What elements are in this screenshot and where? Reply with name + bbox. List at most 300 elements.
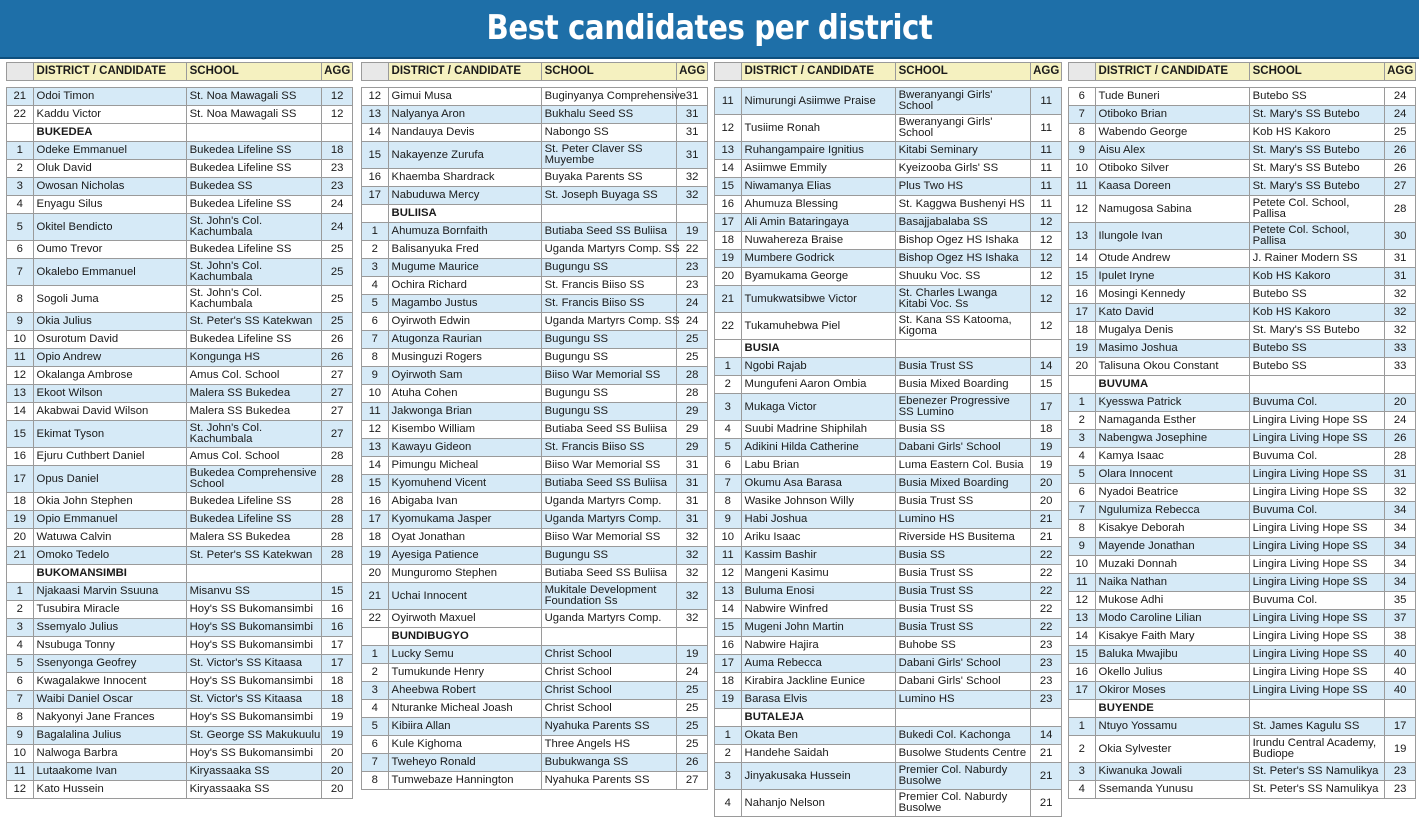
district-blank-cell bbox=[715, 709, 742, 727]
candidate-agg: 31 bbox=[1385, 268, 1416, 286]
candidate-name: Ilungole Ivan bbox=[1095, 223, 1249, 250]
candidate-agg: 11 bbox=[1031, 160, 1062, 178]
candidate-agg: 22 bbox=[1031, 601, 1062, 619]
candidate-row bbox=[362, 565, 708, 583]
candidate-name: Ssenyonga Geofrey bbox=[33, 655, 186, 673]
candidate-agg: 22 bbox=[677, 241, 708, 259]
candidate-school: St. John's Col. Kachumbala bbox=[186, 214, 322, 241]
candidate-name: Ali Amin Bataringaya bbox=[741, 214, 895, 232]
candidate-row bbox=[715, 286, 1062, 313]
candidate-rank: 19 bbox=[715, 691, 742, 709]
candidate-rank: 8 bbox=[7, 709, 34, 727]
candidate-row bbox=[362, 241, 708, 259]
candidate-school: St. John's Col. Kachumbala bbox=[186, 286, 322, 313]
candidate-rank: 4 bbox=[362, 277, 389, 295]
candidate-agg: 24 bbox=[677, 313, 708, 331]
candidate-row bbox=[362, 142, 708, 169]
candidate-school: Bugungu SS bbox=[541, 331, 677, 349]
candidate-agg: 17 bbox=[1385, 718, 1416, 736]
candidate-row bbox=[1069, 646, 1416, 664]
candidate-row bbox=[7, 466, 353, 493]
candidate-agg: 24 bbox=[677, 664, 708, 682]
candidate-rank: 11 bbox=[7, 763, 34, 781]
candidate-rank: 16 bbox=[362, 169, 389, 187]
header-gap-row bbox=[7, 81, 353, 88]
candidate-name: Baluka Mwajibu bbox=[1095, 646, 1249, 664]
candidate-name: Okalebo Emmanuel bbox=[33, 259, 186, 286]
candidate-school: Hoy's SS Bukomansimbi bbox=[186, 673, 322, 691]
candidate-row bbox=[1069, 304, 1416, 322]
candidate-rank: 21 bbox=[362, 583, 389, 610]
candidate-row bbox=[362, 259, 708, 277]
candidate-rank: 20 bbox=[1069, 358, 1096, 376]
candidate-school: Lingira Living Hope SS bbox=[1249, 520, 1385, 538]
candidate-name: Tusubira Miracle bbox=[33, 601, 186, 619]
candidate-row bbox=[1069, 358, 1416, 376]
header-rank-cell bbox=[715, 63, 742, 81]
candidate-row bbox=[7, 691, 353, 709]
candidate-school: Nyahuka Parents SS bbox=[541, 718, 677, 736]
candidate-row bbox=[1069, 268, 1416, 286]
candidate-name: Nturanke Micheal Joash bbox=[388, 700, 541, 718]
candidate-school: Premier Col. Naburdy Busolwe bbox=[895, 763, 1031, 790]
candidate-school: St. John's Col. Kachumbala bbox=[186, 421, 322, 448]
candidate-school: Malera SS Bukedea bbox=[186, 529, 322, 547]
district-blank-cell bbox=[1031, 709, 1062, 727]
results-column-4 bbox=[1068, 62, 1416, 802]
district-name: BUYENDE bbox=[1095, 700, 1249, 718]
candidate-row bbox=[715, 142, 1062, 160]
candidate-name: Uchai Innocent bbox=[388, 583, 541, 610]
candidate-rank: 7 bbox=[362, 331, 389, 349]
district-blank-cell bbox=[186, 124, 322, 142]
district-blank-cell bbox=[322, 565, 353, 583]
district-row bbox=[7, 124, 353, 142]
candidate-agg: 12 bbox=[1031, 313, 1062, 340]
candidate-row bbox=[7, 385, 353, 403]
candidate-name: Adikini Hilda Catherine bbox=[741, 439, 895, 457]
header-rank-cell bbox=[362, 63, 389, 81]
candidate-agg: 12 bbox=[322, 88, 353, 106]
candidate-row bbox=[362, 349, 708, 367]
candidate-row bbox=[7, 367, 353, 385]
candidate-name: Enyagu Silus bbox=[33, 196, 186, 214]
candidate-name: Kaddu Victor bbox=[33, 106, 186, 124]
candidate-rank: 13 bbox=[7, 385, 34, 403]
candidate-row bbox=[362, 277, 708, 295]
candidate-row bbox=[1069, 502, 1416, 520]
candidate-name: Oyirwoth Sam bbox=[388, 367, 541, 385]
candidate-school: Busia Mixed Boarding bbox=[895, 475, 1031, 493]
candidate-row bbox=[715, 619, 1062, 637]
candidate-school: Lingira Living Hope SS bbox=[1249, 430, 1385, 448]
candidate-row bbox=[7, 448, 353, 466]
candidate-school: St. Noa Mawagali SS bbox=[186, 106, 322, 124]
candidate-row bbox=[715, 214, 1062, 232]
district-blank-cell bbox=[1249, 700, 1385, 718]
table-header-row bbox=[362, 63, 708, 81]
candidate-name: Kaasa Doreen bbox=[1095, 178, 1249, 196]
candidate-school: St. James Kagulu SS bbox=[1249, 718, 1385, 736]
candidate-agg: 31 bbox=[677, 124, 708, 142]
candidate-name: Nakyonyi Jane Frances bbox=[33, 709, 186, 727]
candidate-name: Mungufeni Aaron Ombia bbox=[741, 376, 895, 394]
candidate-agg: 26 bbox=[1385, 142, 1416, 160]
candidate-school: Misanvu SS bbox=[186, 583, 322, 601]
candidate-agg: 11 bbox=[1031, 115, 1062, 142]
candidate-agg: 33 bbox=[1385, 340, 1416, 358]
candidate-name: Kyesswa Patrick bbox=[1095, 394, 1249, 412]
results-table bbox=[6, 62, 353, 799]
candidate-rank: 20 bbox=[7, 529, 34, 547]
candidate-name: Ahumuza Blessing bbox=[741, 196, 895, 214]
candidate-agg: 11 bbox=[1031, 196, 1062, 214]
table-header-row bbox=[715, 63, 1062, 81]
candidate-agg: 25 bbox=[677, 736, 708, 754]
candidate-name: Habi Joshua bbox=[741, 511, 895, 529]
candidate-agg: 40 bbox=[1385, 682, 1416, 700]
candidate-rank: 3 bbox=[362, 682, 389, 700]
candidate-row bbox=[7, 331, 353, 349]
candidate-school: Bugungu SS bbox=[541, 403, 677, 421]
candidate-name: Abigaba Ivan bbox=[388, 493, 541, 511]
candidate-name: Wasike Johnson Willy bbox=[741, 493, 895, 511]
candidate-school: Ebenezer Progressive SS Lumino bbox=[895, 394, 1031, 421]
candidate-school: St. George SS Makukuulu bbox=[186, 727, 322, 745]
candidate-rank: 1 bbox=[7, 583, 34, 601]
candidate-rank: 16 bbox=[7, 448, 34, 466]
candidate-agg: 28 bbox=[322, 448, 353, 466]
candidate-rank: 22 bbox=[715, 313, 742, 340]
candidate-rank: 1 bbox=[7, 142, 34, 160]
candidate-row bbox=[362, 718, 708, 736]
district-blank-cell bbox=[362, 628, 389, 646]
candidate-agg: 28 bbox=[322, 529, 353, 547]
candidate-school: Bweranyangi Girls' School bbox=[895, 115, 1031, 142]
candidate-agg: 21 bbox=[1031, 529, 1062, 547]
candidate-rank: 2 bbox=[715, 745, 742, 763]
candidate-school: Busia Trust SS bbox=[895, 358, 1031, 376]
candidate-rank: 5 bbox=[7, 214, 34, 241]
candidate-rank: 21 bbox=[7, 88, 34, 106]
candidate-school: St. Peter Claver SS Muyembe bbox=[541, 142, 677, 169]
candidate-rank: 12 bbox=[7, 781, 34, 799]
header-rank-cell bbox=[1069, 63, 1096, 81]
district-name: BUVUMA bbox=[1095, 376, 1249, 394]
candidate-name: Nyadoi Beatrice bbox=[1095, 484, 1249, 502]
candidate-name: Nakayenze Zurufa bbox=[388, 142, 541, 169]
header-gap-cell bbox=[362, 81, 708, 88]
district-blank-cell bbox=[1385, 700, 1416, 718]
candidate-rank: 5 bbox=[715, 439, 742, 457]
candidate-agg: 28 bbox=[322, 547, 353, 565]
district-blank-cell bbox=[895, 709, 1031, 727]
candidate-name: Ahumuza Bornfaith bbox=[388, 223, 541, 241]
candidate-row bbox=[362, 511, 708, 529]
candidate-row bbox=[362, 547, 708, 565]
candidate-agg: 22 bbox=[1031, 565, 1062, 583]
candidate-agg: 34 bbox=[1385, 520, 1416, 538]
candidate-agg: 25 bbox=[677, 349, 708, 367]
candidate-row bbox=[362, 475, 708, 493]
candidate-name: Nandauya Devis bbox=[388, 124, 541, 142]
candidate-name: Nahanjo Nelson bbox=[741, 790, 895, 817]
candidate-row bbox=[1069, 484, 1416, 502]
candidate-rank: 9 bbox=[715, 511, 742, 529]
candidate-rank: 16 bbox=[362, 493, 389, 511]
candidate-name: Ntuyo Yossamu bbox=[1095, 718, 1249, 736]
candidate-school: Christ School bbox=[541, 664, 677, 682]
district-row bbox=[362, 205, 708, 223]
candidate-school: St. Mary's SS Butebo bbox=[1249, 178, 1385, 196]
header-district-candidate: DISTRICT / CANDIDATE bbox=[1095, 63, 1249, 81]
candidate-school: Bukedea Lifeline SS bbox=[186, 241, 322, 259]
candidate-rank: 18 bbox=[7, 493, 34, 511]
candidate-name: Kawayu Gideon bbox=[388, 439, 541, 457]
candidate-rank: 6 bbox=[1069, 484, 1096, 502]
candidate-name: Handehe Saidah bbox=[741, 745, 895, 763]
header-district-candidate: DISTRICT / CANDIDATE bbox=[33, 63, 186, 81]
candidate-school: Butebo SS bbox=[1249, 286, 1385, 304]
candidate-rank: 15 bbox=[7, 421, 34, 448]
candidate-agg: 16 bbox=[322, 619, 353, 637]
candidate-agg: 20 bbox=[1031, 493, 1062, 511]
candidate-school: St. Mary's SS Butebo bbox=[1249, 160, 1385, 178]
candidate-agg: 11 bbox=[1031, 142, 1062, 160]
candidate-name: Tukamuhebwa Piel bbox=[741, 313, 895, 340]
candidate-row bbox=[7, 583, 353, 601]
candidate-agg: 32 bbox=[677, 547, 708, 565]
candidate-agg: 18 bbox=[322, 673, 353, 691]
candidate-row bbox=[362, 313, 708, 331]
candidate-agg: 24 bbox=[677, 295, 708, 313]
candidate-name: Oyirwoth Edwin bbox=[388, 313, 541, 331]
candidate-name: Namaganda Esther bbox=[1095, 412, 1249, 430]
candidate-row bbox=[362, 223, 708, 241]
candidate-name: Byamukama George bbox=[741, 268, 895, 286]
candidate-rank: 20 bbox=[715, 268, 742, 286]
candidate-rank: 12 bbox=[362, 88, 389, 106]
candidate-rank: 13 bbox=[715, 142, 742, 160]
candidate-school: Luma Eastern Col. Busia bbox=[895, 457, 1031, 475]
candidate-agg: 32 bbox=[677, 610, 708, 628]
candidate-agg: 25 bbox=[677, 700, 708, 718]
candidate-agg: 17 bbox=[1031, 394, 1062, 421]
candidate-school: Bweranyangi Girls' School bbox=[895, 88, 1031, 115]
page-title: Best candidates per district bbox=[486, 8, 933, 48]
candidate-rank: 2 bbox=[362, 241, 389, 259]
candidate-name: Nabwire Hajira bbox=[741, 637, 895, 655]
candidate-row bbox=[1069, 160, 1416, 178]
candidate-rank: 12 bbox=[7, 367, 34, 385]
candidate-school: St. Mary's SS Butebo bbox=[1249, 142, 1385, 160]
candidate-name: Ekimat Tyson bbox=[33, 421, 186, 448]
candidate-agg: 27 bbox=[322, 403, 353, 421]
district-row bbox=[1069, 376, 1416, 394]
district-blank-cell bbox=[186, 565, 322, 583]
candidate-school: Hoy's SS Bukomansimbi bbox=[186, 619, 322, 637]
candidate-name: Auma Rebecca bbox=[741, 655, 895, 673]
candidate-agg: 12 bbox=[1031, 214, 1062, 232]
candidate-agg: 30 bbox=[1385, 223, 1416, 250]
candidate-agg: 37 bbox=[1385, 610, 1416, 628]
candidate-agg: 16 bbox=[322, 601, 353, 619]
candidate-row bbox=[362, 754, 708, 772]
candidate-agg: 23 bbox=[677, 259, 708, 277]
candidate-row bbox=[715, 178, 1062, 196]
candidate-row bbox=[1069, 538, 1416, 556]
candidate-rank: 11 bbox=[7, 349, 34, 367]
candidate-name: Okumu Asa Barasa bbox=[741, 475, 895, 493]
candidate-rank: 22 bbox=[362, 610, 389, 628]
candidate-name: Jinyakusaka Hussein bbox=[741, 763, 895, 790]
candidate-row bbox=[7, 286, 353, 313]
header-school: SCHOOL bbox=[541, 63, 677, 81]
candidate-name: Lucky Semu bbox=[388, 646, 541, 664]
candidate-agg: 31 bbox=[677, 457, 708, 475]
results-column-2 bbox=[361, 62, 708, 802]
candidate-row bbox=[715, 745, 1062, 763]
candidate-school: Butebo SS bbox=[1249, 88, 1385, 106]
candidate-name: Mumbere Godrick bbox=[741, 250, 895, 268]
candidate-school: Christ School bbox=[541, 682, 677, 700]
candidate-school: Lingira Living Hope SS bbox=[1249, 538, 1385, 556]
candidate-agg: 19 bbox=[322, 727, 353, 745]
candidate-row bbox=[1069, 178, 1416, 196]
candidate-school: Lingira Living Hope SS bbox=[1249, 610, 1385, 628]
candidate-agg: 25 bbox=[322, 259, 353, 286]
candidate-school: Bukedea Comprehensive School bbox=[186, 466, 322, 493]
candidate-agg: 25 bbox=[322, 286, 353, 313]
candidate-row bbox=[362, 88, 708, 106]
candidate-row bbox=[362, 529, 708, 547]
candidate-row bbox=[362, 439, 708, 457]
candidate-agg: 25 bbox=[677, 682, 708, 700]
candidate-rank: 4 bbox=[715, 790, 742, 817]
candidate-agg: 28 bbox=[322, 493, 353, 511]
candidate-row bbox=[1069, 682, 1416, 700]
candidate-rank: 2 bbox=[7, 601, 34, 619]
candidate-school: Nyahuka Parents SS bbox=[541, 772, 677, 790]
candidate-name: Kassim Bashir bbox=[741, 547, 895, 565]
candidate-agg: 23 bbox=[322, 178, 353, 196]
candidate-name: Mugeni John Martin bbox=[741, 619, 895, 637]
candidate-agg: 35 bbox=[1385, 592, 1416, 610]
candidate-rank: 16 bbox=[715, 196, 742, 214]
candidate-name: Kisakye Faith Mary bbox=[1095, 628, 1249, 646]
candidate-school: St. Joseph Buyaga SS bbox=[541, 187, 677, 205]
candidate-school: Biiso War Memorial SS bbox=[541, 529, 677, 547]
candidate-rank: 1 bbox=[1069, 394, 1096, 412]
candidate-rank: 13 bbox=[362, 439, 389, 457]
candidate-rank: 21 bbox=[7, 547, 34, 565]
header-rank-cell bbox=[7, 63, 34, 81]
candidate-row bbox=[7, 241, 353, 259]
candidate-row bbox=[362, 457, 708, 475]
candidate-school: Petete Col. School, Pallisa bbox=[1249, 196, 1385, 223]
candidate-agg: 12 bbox=[1031, 286, 1062, 313]
candidate-school: St. Francis Biiso SS bbox=[541, 439, 677, 457]
candidate-row bbox=[362, 106, 708, 124]
candidate-row bbox=[1069, 520, 1416, 538]
candidate-row bbox=[362, 124, 708, 142]
candidate-row bbox=[7, 673, 353, 691]
candidate-agg: 28 bbox=[322, 511, 353, 529]
candidate-agg: 27 bbox=[1385, 178, 1416, 196]
candidate-row bbox=[715, 673, 1062, 691]
candidate-school: Kongunga HS bbox=[186, 349, 322, 367]
results-column-3 bbox=[714, 62, 1062, 814]
candidate-row bbox=[1069, 466, 1416, 484]
candidate-rank: 11 bbox=[362, 403, 389, 421]
candidate-name: Ngulumiza Rebecca bbox=[1095, 502, 1249, 520]
candidate-school: Bukedea Lifeline SS bbox=[186, 511, 322, 529]
candidate-rank: 7 bbox=[362, 754, 389, 772]
candidate-school: St. Peter's SS Namulikya bbox=[1249, 781, 1385, 799]
candidate-school: Bukedea SS bbox=[186, 178, 322, 196]
candidate-row bbox=[7, 196, 353, 214]
candidate-name: Kato Hussein bbox=[33, 781, 186, 799]
candidate-row bbox=[362, 772, 708, 790]
candidate-rank: 7 bbox=[1069, 106, 1096, 124]
candidate-agg: 21 bbox=[1031, 511, 1062, 529]
candidate-name: Ipulet Iryne bbox=[1095, 268, 1249, 286]
candidate-school: Kiryassaaka SS bbox=[186, 763, 322, 781]
candidate-school: Uganda Martyrs Comp. bbox=[541, 493, 677, 511]
candidate-school: Bukhalu Seed SS bbox=[541, 106, 677, 124]
candidate-row bbox=[7, 763, 353, 781]
candidate-agg: 19 bbox=[322, 709, 353, 727]
candidate-school: Buginyanya Comprehensive bbox=[541, 88, 677, 106]
candidate-school: Lingira Living Hope SS bbox=[1249, 682, 1385, 700]
candidate-school: Bishop Ogez HS Ishaka bbox=[895, 232, 1031, 250]
district-row bbox=[1069, 700, 1416, 718]
candidate-name: Okia Julius bbox=[33, 313, 186, 331]
candidate-row bbox=[1069, 556, 1416, 574]
candidate-row bbox=[715, 637, 1062, 655]
candidate-agg: 28 bbox=[677, 367, 708, 385]
candidate-row bbox=[7, 655, 353, 673]
candidate-agg: 12 bbox=[1031, 250, 1062, 268]
candidate-row bbox=[362, 403, 708, 421]
candidate-row bbox=[715, 88, 1062, 115]
candidate-school: Butiaba Seed SS Buliisa bbox=[541, 223, 677, 241]
candidate-agg: 23 bbox=[1031, 691, 1062, 709]
candidate-rank: 6 bbox=[715, 457, 742, 475]
candidate-agg: 31 bbox=[1385, 466, 1416, 484]
candidate-agg: 19 bbox=[677, 223, 708, 241]
candidate-school: Bukedi Col. Kachonga bbox=[895, 727, 1031, 745]
candidate-name: Waibi Daniel Oscar bbox=[33, 691, 186, 709]
candidate-name: Niwamanya Elias bbox=[741, 178, 895, 196]
candidate-row bbox=[7, 511, 353, 529]
candidate-rank: 4 bbox=[1069, 448, 1096, 466]
candidate-name: Kule Kighoma bbox=[388, 736, 541, 754]
candidate-name: Mukaga Victor bbox=[741, 394, 895, 421]
candidate-rank: 8 bbox=[1069, 124, 1096, 142]
candidate-rank: 15 bbox=[1069, 268, 1096, 286]
candidate-rank: 19 bbox=[1069, 340, 1096, 358]
candidate-rank: 14 bbox=[1069, 250, 1096, 268]
candidate-school: Hoy's SS Bukomansimbi bbox=[186, 745, 322, 763]
candidate-rank: 13 bbox=[715, 583, 742, 601]
candidate-agg: 12 bbox=[1031, 232, 1062, 250]
candidate-row bbox=[1069, 736, 1416, 763]
candidate-agg: 32 bbox=[677, 529, 708, 547]
title-banner bbox=[0, 0, 1419, 59]
candidate-agg: 21 bbox=[1031, 763, 1062, 790]
candidate-name: Mayende Jonathan bbox=[1095, 538, 1249, 556]
